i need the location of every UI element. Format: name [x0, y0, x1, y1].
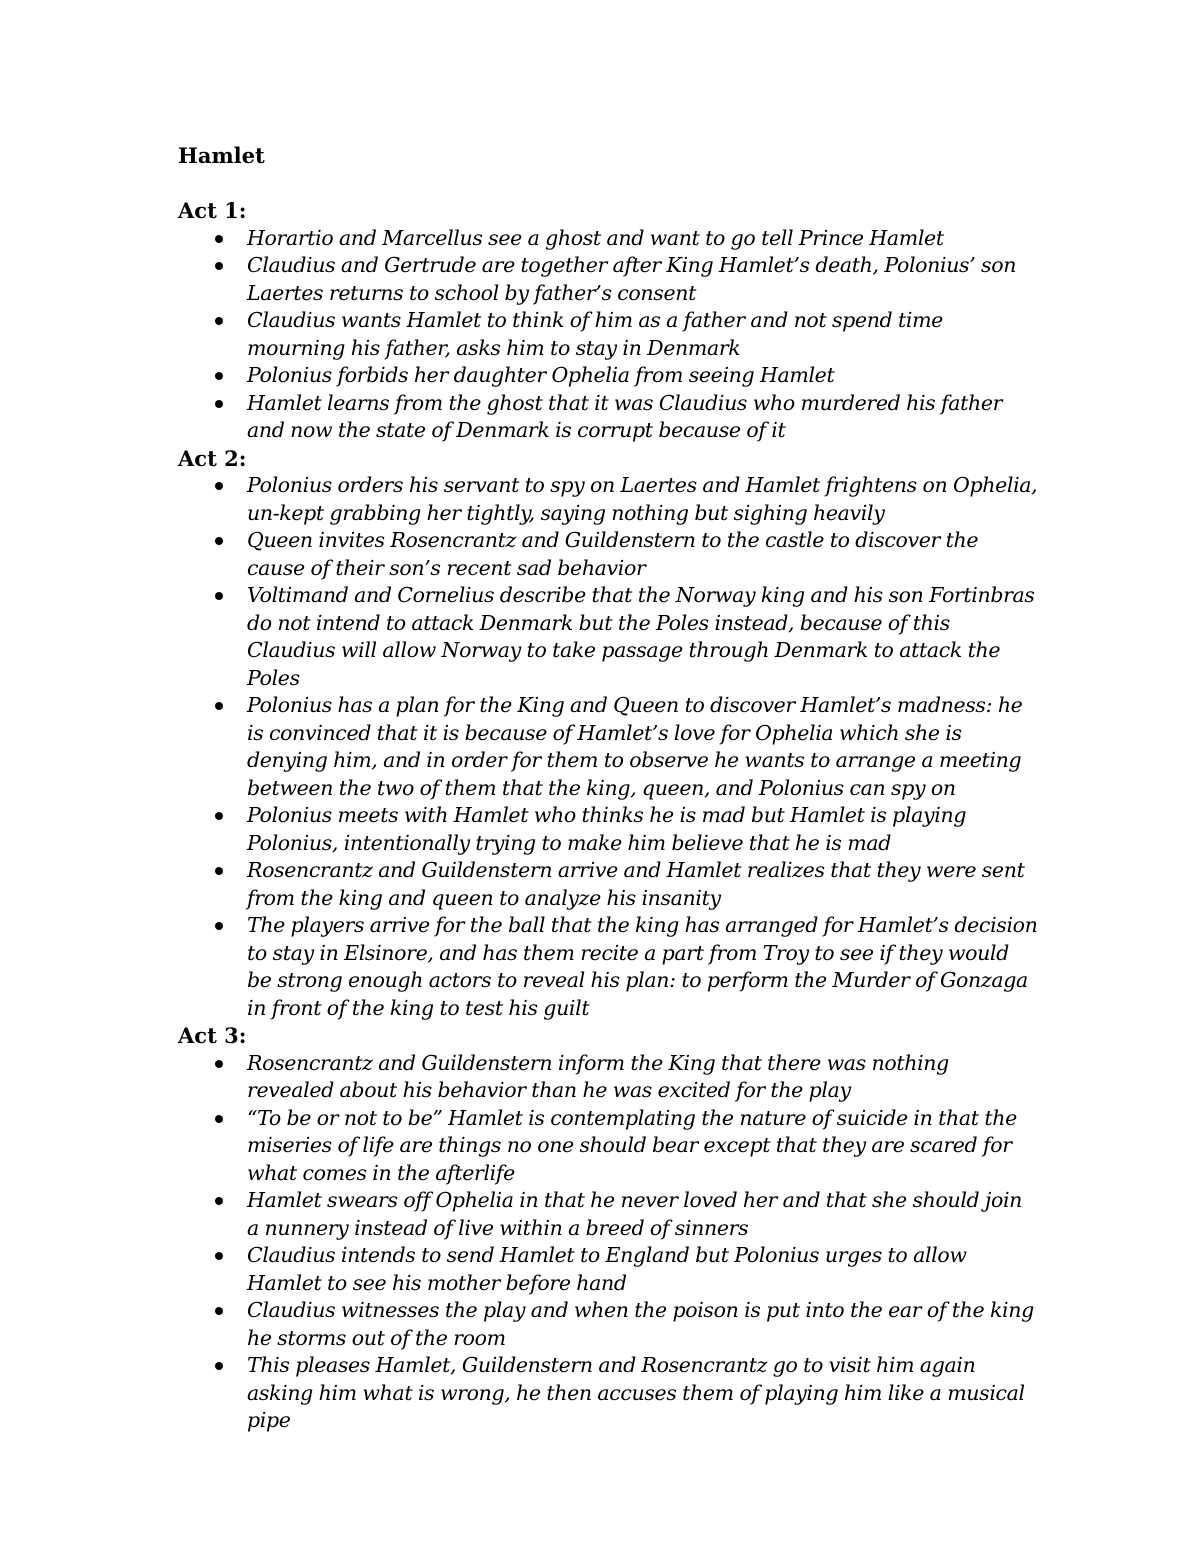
bullet-icon — [215, 1252, 223, 1260]
list-item: Hamlet swears off Ophelia in that he never loved her and that she should join a nunnery instead of live within a breed of sinners — [247, 1187, 1038, 1242]
list-item: The players arrive for the ball that the king has arranged for Hamlet’s decision to stay in Elsinore, and has them recite a part from Troy to see if they would be strong enough actors to reveal his plan: to perform the Murder of Gonzaga in front of the king to test his guilt — [247, 912, 1038, 1022]
bullet-icon — [215, 235, 223, 243]
list-item: Claudius intends to send Hamlet to England but Polonius urges to allow Hamlet to see his mother before hand — [247, 1242, 1038, 1297]
act-3-section — [178, 1022, 1038, 1435]
act-2-bullet-list — [178, 472, 1038, 1022]
bullet-icon — [215, 812, 223, 820]
document-body — [178, 142, 1038, 1435]
act-1-heading: Act 1: — [178, 198, 247, 223]
list-item: Polonius forbids her daughter Ophelia from seeing Hamlet — [247, 362, 1038, 390]
bullet-icon — [215, 592, 223, 600]
bullet-icon — [215, 1115, 223, 1123]
bullet-icon — [215, 372, 223, 380]
bullet-icon — [215, 317, 223, 325]
list-item: Rosencrantz and Guildenstern inform the King that there was nothing revealed about his behavior than he was excited for the play — [247, 1050, 1038, 1105]
act-3-bullet-list — [178, 1050, 1038, 1435]
list-item: Rosencrantz and Guildenstern arrive and Hamlet realizes that they were sent from the king and queen to analyze his insanity — [247, 857, 1038, 912]
bullet-icon — [215, 537, 223, 545]
list-item: “To be or not to be” Hamlet is contemplating the nature of suicide in that the miseries of life are things no one should bear except that they are scared for what comes in the afterlife — [247, 1105, 1038, 1188]
act-2-section — [178, 445, 1038, 1023]
bullet-icon — [215, 1362, 223, 1370]
bullet-icon — [215, 922, 223, 930]
list-item: This pleases Hamlet, Guildenstern and Rosencrantz go to visit him again asking him what is wrong, he then accuses them of playing him like a musical pipe — [247, 1352, 1038, 1435]
bullet-icon — [215, 1307, 223, 1315]
list-item: Polonius orders his servant to spy on Laertes and Hamlet frightens on Ophelia, un-kept grabbing her tightly, saying nothing but sighing heavily — [247, 472, 1038, 527]
bullet-icon — [215, 482, 223, 490]
list-item: Hamlet learns from the ghost that it was Claudius who murdered his father and now the state of Denmark is corrupt because of it — [247, 390, 1038, 445]
bullet-icon — [215, 1197, 223, 1205]
list-item: Polonius has a plan for the King and Queen to discover Hamlet’s madness: he is convinced that it is because of Hamlet’s love for Ophelia which she is denying him, and in order for them to observe he wants to arrange a meeting between the two of them that the king, queen, and Polonius can spy on — [247, 692, 1038, 802]
document-title: Hamlet — [178, 143, 265, 168]
act-1-section — [178, 197, 1038, 445]
act-2-heading: Act 2: — [178, 445, 247, 471]
bullet-icon — [215, 702, 223, 710]
act-1-bullet-list — [178, 225, 1038, 445]
act-3-heading: Act 3: — [178, 1023, 247, 1048]
bullet-icon — [215, 867, 223, 875]
bullet-icon — [215, 1060, 223, 1068]
list-item: Horartio and Marcellus see a ghost and want to go tell Prince Hamlet — [247, 225, 1038, 253]
bullet-icon — [215, 400, 223, 408]
list-item: Claudius wants Hamlet to think of him as a father and not spend time mourning his father, asks him to stay in Denmark — [247, 307, 1038, 362]
list-item: Queen invites Rosencrantz and Guildenstern to the castle to discover the cause of their son’s recent sad behavior — [247, 527, 1038, 582]
list-item: Polonius meets with Hamlet who thinks he is mad but Hamlet is playing Polonius, intentionally trying to make him believe that he is mad — [247, 802, 1038, 857]
list-item: Claudius witnesses the play and when the poison is put into the ear of the king he storms out of the room — [247, 1297, 1038, 1352]
list-item: Claudius and Gertrude are together after King Hamlet’s death, Polonius’ son Laertes returns to school by father’s consent — [247, 252, 1038, 307]
list-item: Voltimand and Cornelius describe that the Norway king and his son Fortinbras do not intend to attack Denmark but the Poles instead, because of this Claudius will allow Norway to take passage through Denmark to attack the Poles — [247, 582, 1038, 692]
bullet-icon — [215, 262, 223, 270]
